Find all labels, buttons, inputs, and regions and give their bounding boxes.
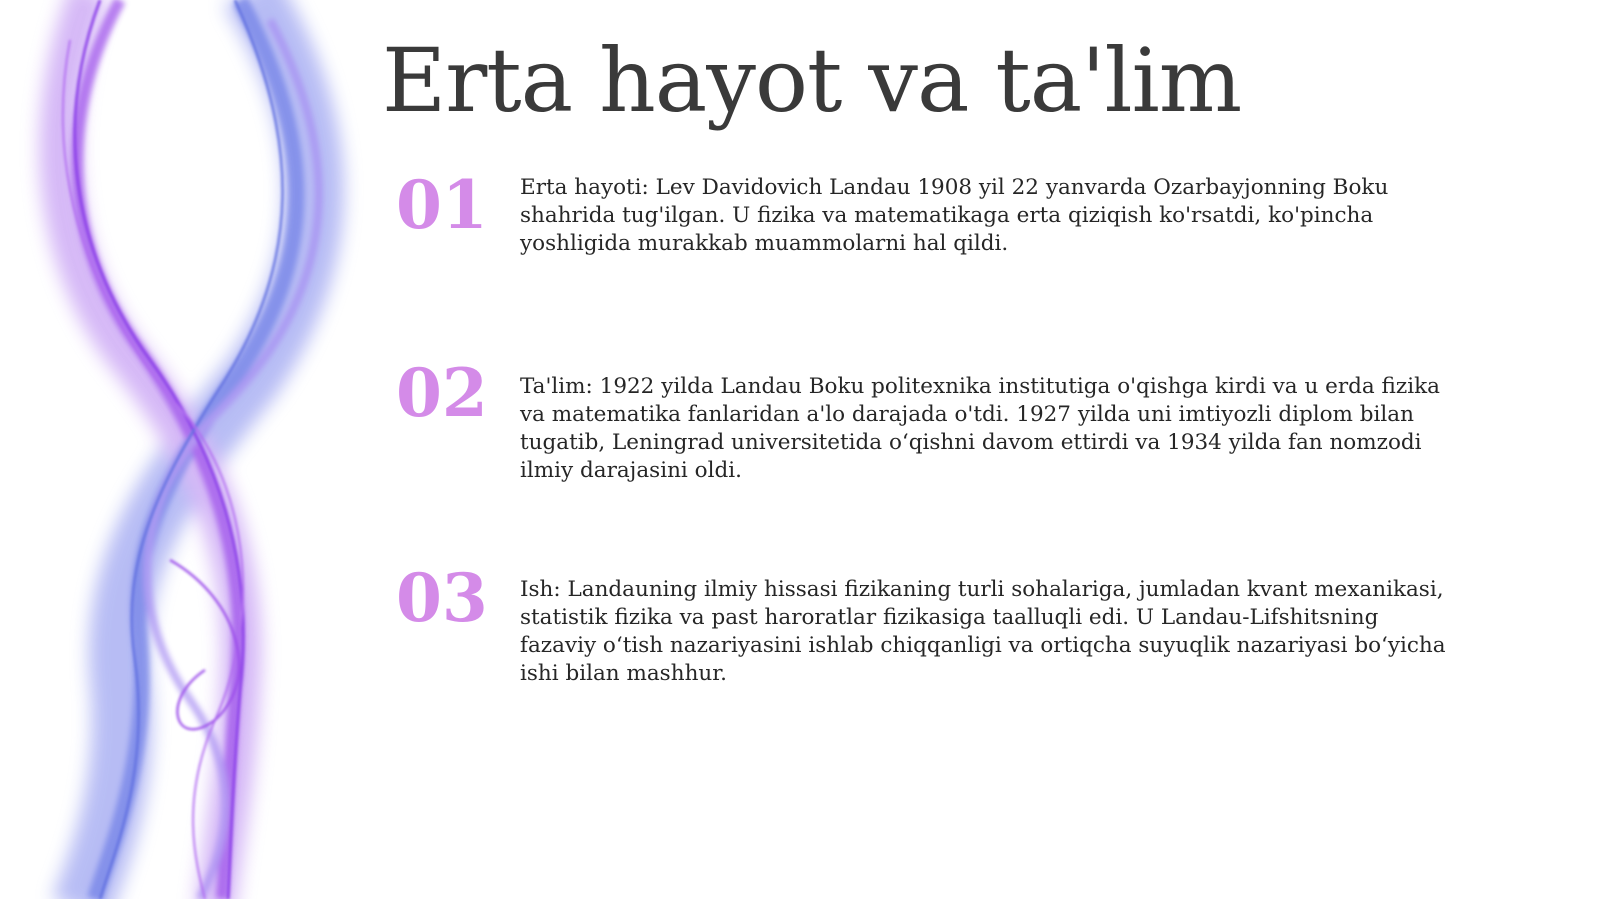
item-body: Landauning ilmiy hissasi fizikaning turli sohalariga, jumladan kvant mexanikasi, statistik fizika va past haroratlar fizikasiga taalluqli edi. U Landau-Lifshitsning fazaviy o‘tish nazariyasini ishlab chiqqanligi va ortiqcha suyuqlik nazariyasi bo‘yicha ishi bilan mashhur.	[520, 577, 1446, 686]
item-body: Lev Davidovich Landau 1908 yil 22 yanvarda Ozarbayjonning Boku shahrida tug'ilgan. U fizika va matematikaga erta qiziqish ko'rsatdi, ko'pincha yoshligida murakkab muammolarni hal qildi.	[520, 175, 1389, 256]
item-number: 01	[396, 166, 488, 244]
item-body: 1922 yilda Landau Boku politexnika institutiga o'qishga kirdi va u erda fizika va matematika fanlaridan a'lo darajada o'tdi. 1927 yilda uni imtiyozli diplom bilan tugatib, Leningrad universitetida o‘qishni davom ettirdi va 1934 yilda fan nomzodi ilmiy darajasini oldi.	[520, 374, 1440, 483]
item-number: 02	[396, 354, 488, 432]
item-text	[520, 174, 1456, 258]
item-label: Erta hayoti:	[520, 175, 649, 200]
item-label: Ta'lim:	[520, 374, 593, 399]
smoke-ribbon-decoration	[0, 0, 400, 899]
item-text	[520, 576, 1456, 688]
item-label: Ish:	[520, 577, 561, 602]
slide-title: Erta hayot va ta'lim	[382, 29, 1242, 132]
item-number: 03	[396, 559, 488, 637]
item-text	[520, 373, 1456, 485]
